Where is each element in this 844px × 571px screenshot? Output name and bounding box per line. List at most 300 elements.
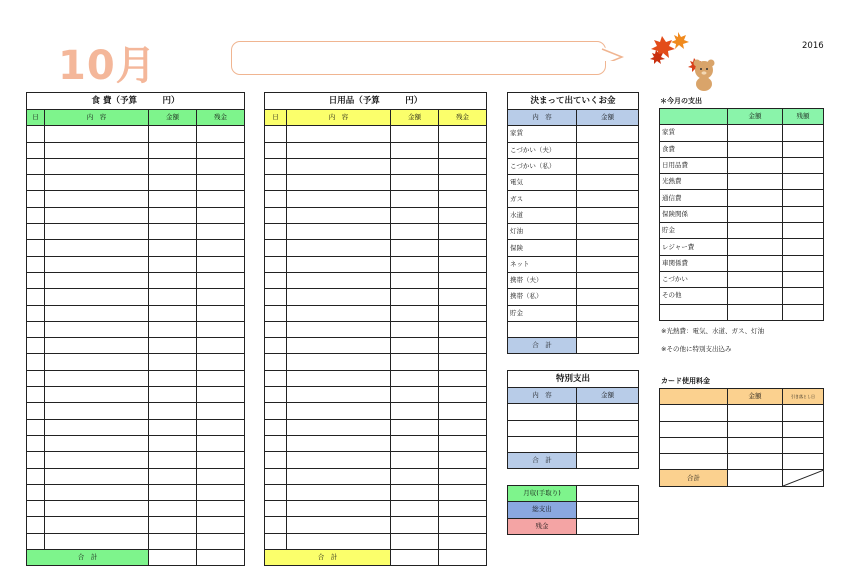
food-amount-cell[interactable] <box>149 158 197 174</box>
daily-day-cell[interactable] <box>265 207 287 223</box>
daily-amount-cell[interactable] <box>391 240 439 256</box>
monthly-item-remaining[interactable] <box>783 157 824 173</box>
food-content-cell[interactable] <box>45 403 149 419</box>
daily-balance-cell[interactable] <box>439 517 487 533</box>
daily-balance-cell[interactable] <box>439 387 487 403</box>
daily-amount-cell[interactable] <box>391 501 439 517</box>
daily-amount-cell[interactable] <box>391 158 439 174</box>
special-row-content[interactable] <box>508 436 577 452</box>
special-row-amount[interactable] <box>577 404 639 420</box>
food-amount-cell[interactable] <box>149 533 197 549</box>
daily-amount-cell[interactable] <box>391 289 439 305</box>
food-amount-cell[interactable] <box>149 321 197 337</box>
fixed-item-label: ネット <box>508 256 577 272</box>
monthly-item-amount[interactable] <box>728 174 783 190</box>
food-day-cell[interactable] <box>27 533 45 549</box>
food-amount-cell[interactable] <box>149 484 197 500</box>
fixed-item-amount[interactable] <box>577 175 639 191</box>
daily-amount-cell[interactable] <box>391 419 439 435</box>
fixed-item-amount[interactable] <box>577 158 639 174</box>
food-balance-cell[interactable] <box>197 435 245 451</box>
food-content-cell[interactable] <box>45 142 149 158</box>
food-amount-cell[interactable] <box>149 142 197 158</box>
food-balance-cell[interactable] <box>197 419 245 435</box>
special-row-amount[interactable] <box>577 436 639 452</box>
food-content-cell[interactable] <box>45 452 149 468</box>
food-day-cell[interactable] <box>27 321 45 337</box>
daily-day-cell[interactable] <box>265 305 287 321</box>
food-amount-cell[interactable] <box>149 126 197 142</box>
daily-content-cell[interactable] <box>287 533 391 549</box>
food-day-cell[interactable] <box>27 240 45 256</box>
food-content-cell[interactable] <box>45 435 149 451</box>
food-content-cell[interactable] <box>45 207 149 223</box>
daily-content-cell[interactable] <box>287 484 391 500</box>
daily-amount-cell[interactable] <box>391 370 439 386</box>
fixed-item-amount[interactable] <box>577 272 639 288</box>
daily-amount-cell[interactable] <box>391 403 439 419</box>
daily-content-cell[interactable] <box>287 207 391 223</box>
food-balance-cell[interactable] <box>197 191 245 207</box>
daily-amount-cell[interactable] <box>391 175 439 191</box>
food-content-cell[interactable] <box>45 256 149 272</box>
daily-day-cell[interactable] <box>265 338 287 354</box>
daily-balance-cell[interactable] <box>439 126 487 142</box>
daily-content-cell[interactable] <box>287 419 391 435</box>
daily-balance-cell[interactable] <box>439 272 487 288</box>
monthly-item-remaining[interactable] <box>783 288 824 304</box>
card-row-item[interactable] <box>660 454 728 470</box>
monthly-item-amount[interactable] <box>728 271 783 287</box>
special-row-amount[interactable] <box>577 420 639 436</box>
daily-day-cell[interactable] <box>265 175 287 191</box>
daily-day-cell[interactable] <box>265 142 287 158</box>
daily-content-cell[interactable] <box>287 354 391 370</box>
daily-content-cell[interactable] <box>287 289 391 305</box>
food-balance-cell[interactable] <box>197 256 245 272</box>
daily-amount-cell[interactable] <box>391 533 439 549</box>
monthly-item-label: こづかい <box>660 271 728 287</box>
food-balance-cell[interactable] <box>197 305 245 321</box>
memo-box[interactable] <box>231 41 606 75</box>
monthly-item-remaining[interactable] <box>783 206 824 222</box>
food-content-cell[interactable] <box>45 321 149 337</box>
daily-amount-cell[interactable] <box>391 224 439 240</box>
daily-content-cell[interactable] <box>287 158 391 174</box>
daily-day-cell[interactable] <box>265 321 287 337</box>
daily-amount-cell[interactable] <box>391 305 439 321</box>
monthly-item-remaining[interactable] <box>783 304 824 320</box>
food-amount-cell[interactable] <box>149 256 197 272</box>
food-day-cell[interactable] <box>27 501 45 517</box>
income-label: 月収(手取り) <box>508 486 577 502</box>
fixed-item-amount[interactable] <box>577 191 639 207</box>
special-total-amount[interactable] <box>577 453 639 469</box>
fixed-item-label: 貯金 <box>508 305 577 321</box>
daily-content-cell[interactable] <box>287 224 391 240</box>
food-amount-cell[interactable] <box>149 207 197 223</box>
daily-balance-cell[interactable] <box>439 289 487 305</box>
daily-content-cell[interactable] <box>287 191 391 207</box>
daily-balance-cell[interactable] <box>439 321 487 337</box>
card-total-diagonal <box>783 470 824 487</box>
food-amount-cell[interactable] <box>149 175 197 191</box>
daily-content-cell[interactable] <box>287 338 391 354</box>
monthly-row <box>660 190 824 206</box>
daily-content-cell[interactable] <box>287 468 391 484</box>
daily-content-cell[interactable] <box>287 501 391 517</box>
food-content-cell[interactable] <box>45 240 149 256</box>
daily-amount-cell[interactable] <box>391 256 439 272</box>
card-total-amount[interactable] <box>728 470 783 487</box>
food-day-cell[interactable] <box>27 435 45 451</box>
food-day-cell[interactable] <box>27 158 45 174</box>
food-day-cell[interactable] <box>27 338 45 354</box>
daily-content-cell[interactable] <box>287 142 391 158</box>
food-balance-cell[interactable] <box>197 484 245 500</box>
food-day-cell[interactable] <box>27 207 45 223</box>
card-row-amount[interactable] <box>728 421 783 437</box>
card-row-amount[interactable] <box>728 437 783 453</box>
fixed-item-amount[interactable] <box>577 256 639 272</box>
month-title: 10月 <box>58 43 157 89</box>
monthly-item-label: 家賃 <box>660 125 728 141</box>
food-balance-cell[interactable] <box>197 501 245 517</box>
daily-balance-cell[interactable] <box>439 370 487 386</box>
daily-day-cell[interactable] <box>265 484 287 500</box>
food-amount-cell[interactable] <box>149 272 197 288</box>
daily-row <box>265 142 487 158</box>
daily-total-amount[interactable] <box>391 550 439 566</box>
food-amount-cell[interactable] <box>149 354 197 370</box>
food-balance-cell[interactable] <box>197 517 245 533</box>
daily-day-cell[interactable] <box>265 354 287 370</box>
food-balance-cell[interactable] <box>197 387 245 403</box>
monthly-item-remaining[interactable] <box>783 223 824 239</box>
food-content-cell[interactable] <box>45 175 149 191</box>
daily-row <box>265 468 487 484</box>
daily-balance-cell[interactable] <box>439 158 487 174</box>
food-amount-cell[interactable] <box>149 338 197 354</box>
food-day-cell[interactable] <box>27 387 45 403</box>
food-content-cell[interactable] <box>45 158 149 174</box>
daily-balance-cell[interactable] <box>439 305 487 321</box>
food-amount-cell[interactable] <box>149 435 197 451</box>
food-day-cell[interactable] <box>27 354 45 370</box>
food-content-cell[interactable] <box>45 387 149 403</box>
daily-balance-cell[interactable] <box>439 501 487 517</box>
monthly-item-amount[interactable] <box>728 141 783 157</box>
daily-amount-cell[interactable] <box>391 468 439 484</box>
card-row-amount[interactable] <box>728 405 783 421</box>
expense-label: 総支出 <box>508 502 577 518</box>
food-balance-cell[interactable] <box>197 224 245 240</box>
card-row-item[interactable] <box>660 421 728 437</box>
monthly-item-amount[interactable] <box>728 288 783 304</box>
daily-balance-cell[interactable] <box>439 533 487 549</box>
monthly-item-remaining[interactable] <box>783 239 824 255</box>
food-content-cell[interactable] <box>45 338 149 354</box>
card-row-item[interactable] <box>660 437 728 453</box>
daily-amount-cell[interactable] <box>391 354 439 370</box>
food-balance-cell[interactable] <box>197 533 245 549</box>
daily-day-cell[interactable] <box>265 387 287 403</box>
food-content-cell[interactable] <box>45 224 149 240</box>
expense-value[interactable] <box>577 502 639 518</box>
daily-balance-cell[interactable] <box>439 419 487 435</box>
daily-balance-cell[interactable] <box>439 468 487 484</box>
fixed-item-label: こづかい（私） <box>508 158 577 174</box>
fixed-header-content: 内 容 <box>508 110 577 126</box>
food-day-cell[interactable] <box>27 289 45 305</box>
food-amount-cell[interactable] <box>149 191 197 207</box>
food-balance-cell[interactable] <box>197 126 245 142</box>
monthly-header-item <box>660 109 728 125</box>
food-amount-cell[interactable] <box>149 403 197 419</box>
card-row-date[interactable] <box>783 405 824 421</box>
card-row-date[interactable] <box>783 454 824 470</box>
food-amount-cell[interactable] <box>149 517 197 533</box>
fixed-item-amount[interactable] <box>577 240 639 256</box>
food-balance-cell[interactable] <box>197 240 245 256</box>
food-amount-cell[interactable] <box>149 419 197 435</box>
fixed-item-amount[interactable] <box>577 289 639 305</box>
monthly-item-remaining[interactable] <box>783 125 824 141</box>
food-total-amount[interactable] <box>149 550 197 566</box>
monthly-item-amount[interactable] <box>728 125 783 141</box>
daily-amount-cell[interactable] <box>391 142 439 158</box>
daily-balance-cell[interactable] <box>439 224 487 240</box>
food-day-cell[interactable] <box>27 256 45 272</box>
monthly-item-amount[interactable] <box>728 239 783 255</box>
card-row-date[interactable] <box>783 437 824 453</box>
fixed-row <box>508 272 639 288</box>
daily-day-cell[interactable] <box>265 501 287 517</box>
food-amount-cell[interactable] <box>149 240 197 256</box>
daily-balance-cell[interactable] <box>439 240 487 256</box>
daily-day-cell[interactable] <box>265 452 287 468</box>
fixed-item-amount[interactable] <box>577 142 639 158</box>
daily-content-cell[interactable] <box>287 272 391 288</box>
daily-balance-cell[interactable] <box>439 175 487 191</box>
food-content-cell[interactable] <box>45 533 149 549</box>
food-content-cell[interactable] <box>45 484 149 500</box>
food-balance-cell[interactable] <box>197 468 245 484</box>
daily-amount-cell[interactable] <box>391 321 439 337</box>
fixed-row <box>508 142 639 158</box>
food-balance-cell[interactable] <box>197 142 245 158</box>
daily-balance-cell[interactable] <box>439 452 487 468</box>
card-row-date[interactable] <box>783 421 824 437</box>
daily-total-balance[interactable] <box>439 550 487 566</box>
food-day-cell[interactable] <box>27 403 45 419</box>
monthly-item-remaining[interactable] <box>783 190 824 206</box>
food-day-cell[interactable] <box>27 419 45 435</box>
daily-content-cell[interactable] <box>287 240 391 256</box>
monthly-title: ＊今月の支出 <box>660 97 702 105</box>
monthly-item-label: 光熱費 <box>660 174 728 190</box>
daily-amount-cell[interactable] <box>391 452 439 468</box>
daily-content-cell[interactable] <box>287 370 391 386</box>
food-row <box>27 354 245 370</box>
food-amount-cell[interactable] <box>149 224 197 240</box>
fixed-item-amount[interactable] <box>577 126 639 142</box>
food-day-cell[interactable] <box>27 272 45 288</box>
food-amount-cell[interactable] <box>149 305 197 321</box>
daily-content-cell[interactable] <box>287 387 391 403</box>
food-day-cell[interactable] <box>27 468 45 484</box>
food-day-cell[interactable] <box>27 370 45 386</box>
fixed-item-label: 水道 <box>508 207 577 223</box>
food-balance-cell[interactable] <box>197 272 245 288</box>
daily-amount-cell[interactable] <box>391 435 439 451</box>
balance-value[interactable] <box>577 518 639 534</box>
daily-amount-cell[interactable] <box>391 338 439 354</box>
food-balance-cell[interactable] <box>197 338 245 354</box>
daily-balance-cell[interactable] <box>439 484 487 500</box>
fixed-item-label <box>508 321 577 337</box>
card-row-amount[interactable] <box>728 454 783 470</box>
daily-row <box>265 517 487 533</box>
daily-day-cell[interactable] <box>265 533 287 549</box>
daily-day-cell[interactable] <box>265 403 287 419</box>
food-amount-cell[interactable] <box>149 468 197 484</box>
food-row <box>27 224 245 240</box>
daily-day-cell[interactable] <box>265 126 287 142</box>
monthly-row <box>660 223 824 239</box>
daily-content-cell[interactable] <box>287 321 391 337</box>
food-day-cell[interactable] <box>27 305 45 321</box>
food-day-cell[interactable] <box>27 452 45 468</box>
food-content-cell[interactable] <box>45 517 149 533</box>
daily-balance-cell[interactable] <box>439 338 487 354</box>
daily-amount-cell[interactable] <box>391 517 439 533</box>
monthly-item-remaining[interactable] <box>783 174 824 190</box>
food-amount-cell[interactable] <box>149 501 197 517</box>
food-day-cell[interactable] <box>27 142 45 158</box>
daily-content-cell[interactable] <box>287 452 391 468</box>
daily-balance-cell[interactable] <box>439 256 487 272</box>
fixed-item-amount[interactable] <box>577 207 639 223</box>
daily-amount-cell[interactable] <box>391 484 439 500</box>
food-balance-cell[interactable] <box>197 403 245 419</box>
food-balance-cell[interactable] <box>197 370 245 386</box>
daily-content-cell[interactable] <box>287 256 391 272</box>
card-row-item[interactable] <box>660 405 728 421</box>
monthly-item-amount[interactable] <box>728 255 783 271</box>
daily-content-cell[interactable] <box>287 403 391 419</box>
daily-content-cell[interactable] <box>287 175 391 191</box>
daily-day-cell[interactable] <box>265 224 287 240</box>
food-balance-cell[interactable] <box>197 354 245 370</box>
daily-day-cell[interactable] <box>265 158 287 174</box>
daily-day-cell[interactable] <box>265 370 287 386</box>
food-total-balance[interactable] <box>197 550 245 566</box>
fixed-item-amount[interactable] <box>577 321 639 337</box>
food-amount-cell[interactable] <box>149 370 197 386</box>
daily-balance-cell[interactable] <box>439 354 487 370</box>
food-day-cell[interactable] <box>27 126 45 142</box>
food-content-cell[interactable] <box>45 354 149 370</box>
special-row-content[interactable] <box>508 420 577 436</box>
food-content-cell[interactable] <box>45 126 149 142</box>
food-content-cell[interactable] <box>45 468 149 484</box>
food-day-cell[interactable] <box>27 175 45 191</box>
daily-content-cell[interactable] <box>287 305 391 321</box>
food-balance-cell[interactable] <box>197 175 245 191</box>
food-balance-cell[interactable] <box>197 289 245 305</box>
daily-day-cell[interactable] <box>265 419 287 435</box>
daily-balance-cell[interactable] <box>439 207 487 223</box>
daily-amount-cell[interactable] <box>391 191 439 207</box>
daily-balance-cell[interactable] <box>439 435 487 451</box>
food-day-cell[interactable] <box>27 484 45 500</box>
daily-balance-cell[interactable] <box>439 191 487 207</box>
food-row <box>27 403 245 419</box>
food-day-cell[interactable] <box>27 224 45 240</box>
food-content-cell[interactable] <box>45 370 149 386</box>
monthly-item-amount[interactable] <box>728 206 783 222</box>
monthly-item-amount[interactable] <box>728 157 783 173</box>
daily-balance-cell[interactable] <box>439 142 487 158</box>
daily-day-cell[interactable] <box>265 468 287 484</box>
food-content-cell[interactable] <box>45 501 149 517</box>
daily-day-cell[interactable] <box>265 191 287 207</box>
food-amount-cell[interactable] <box>149 387 197 403</box>
food-content-cell[interactable] <box>45 272 149 288</box>
food-content-cell[interactable] <box>45 289 149 305</box>
food-amount-cell[interactable] <box>149 289 197 305</box>
monthly-item-remaining[interactable] <box>783 255 824 271</box>
food-content-cell[interactable] <box>45 191 149 207</box>
income-value[interactable] <box>577 486 639 502</box>
daily-balance-cell[interactable] <box>439 403 487 419</box>
food-day-cell[interactable] <box>27 191 45 207</box>
food-amount-cell[interactable] <box>149 452 197 468</box>
daily-content-cell[interactable] <box>287 435 391 451</box>
food-content-cell[interactable] <box>45 305 149 321</box>
daily-day-cell[interactable] <box>265 240 287 256</box>
food-balance-cell[interactable] <box>197 158 245 174</box>
fixed-item-amount[interactable] <box>577 224 639 240</box>
daily-amount-cell[interactable] <box>391 387 439 403</box>
daily-day-cell[interactable] <box>265 256 287 272</box>
daily-content-cell[interactable] <box>287 126 391 142</box>
special-row-content[interactable] <box>508 404 577 420</box>
fixed-item-amount[interactable] <box>577 305 639 321</box>
daily-day-cell[interactable] <box>265 435 287 451</box>
daily-amount-cell[interactable] <box>391 126 439 142</box>
food-day-cell[interactable] <box>27 517 45 533</box>
monthly-item-amount[interactable] <box>728 190 783 206</box>
monthly-item-amount[interactable] <box>728 304 783 320</box>
food-balance-cell[interactable] <box>197 452 245 468</box>
monthly-item-remaining[interactable] <box>783 271 824 287</box>
daily-content-cell[interactable] <box>287 517 391 533</box>
food-row <box>27 321 245 337</box>
fixed-total-amount[interactable] <box>577 338 639 354</box>
daily-amount-cell[interactable] <box>391 207 439 223</box>
food-balance-cell[interactable] <box>197 207 245 223</box>
daily-day-cell[interactable] <box>265 289 287 305</box>
monthly-item-amount[interactable] <box>728 223 783 239</box>
daily-amount-cell[interactable] <box>391 272 439 288</box>
daily-day-cell[interactable] <box>265 517 287 533</box>
food-balance-cell[interactable] <box>197 321 245 337</box>
daily-day-cell[interactable] <box>265 272 287 288</box>
monthly-item-remaining[interactable] <box>783 141 824 157</box>
food-content-cell[interactable] <box>45 419 149 435</box>
